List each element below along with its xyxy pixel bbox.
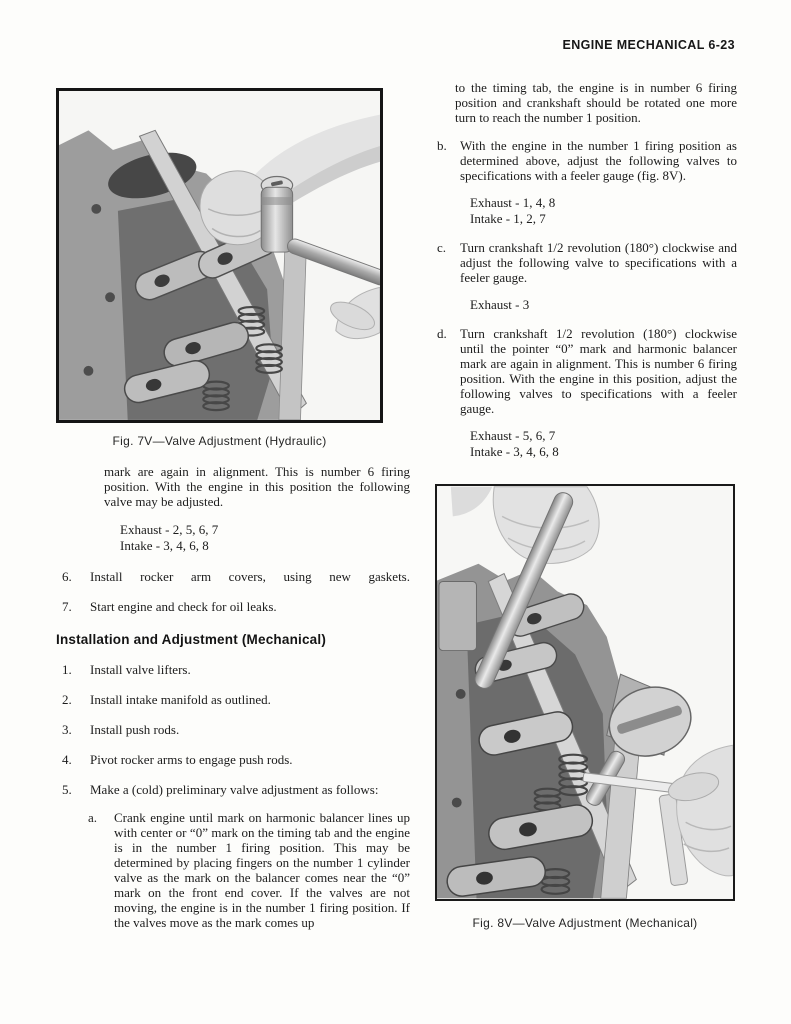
paragraph-alignment-continuation: mark are again in alignment. This is number 6 firing position. With the engine in this position the following valve may be adjusted. [104, 464, 410, 509]
page-header: ENGINE MECHANICAL 6-23 [562, 38, 735, 52]
substep-b [435, 138, 737, 183]
spec-intake: Intake - 3, 4, 6, 8 [470, 444, 559, 459]
section-heading-installation-mechanical: Installation and Adjustment (Mechanical) [56, 632, 327, 647]
right-column [435, 80, 737, 931]
valve-spec-block-hydraulic [120, 522, 410, 554]
figure-7v-caption: Fig. 7V—Valve Adjustment (Hydraulic) [112, 434, 327, 448]
list-item-6 [56, 569, 410, 584]
spec-exhaust: Exhaust - 1, 4, 8 [470, 195, 556, 210]
step-4 [56, 752, 410, 767]
substep-text: Turn crankshaft 1/2 revolution (180°) clockwise and adjust the following valve to specifications with a feeler gauge. [460, 240, 737, 285]
step-1 [56, 662, 410, 677]
step-5 [56, 782, 410, 797]
spec-exhaust: Exhaust - 3 [470, 297, 530, 312]
substep-d [435, 326, 737, 416]
item-number: 6. [62, 569, 72, 584]
spec-exhaust: Exhaust - 2, 5, 6, 7 [120, 522, 219, 537]
substep-text: With the engine in the number 1 firing position as determined above, adjust the following valves to specifications with a feeler gauge (fig. 8V). [460, 138, 737, 183]
substep-letter: a. [88, 810, 98, 825]
step-2 [56, 692, 410, 707]
step-text: Install intake manifold as outlined. [90, 692, 271, 707]
step-text: Install push rods. [90, 722, 180, 737]
valve-spec-block-d [470, 428, 737, 460]
list-item-7 [56, 599, 410, 614]
substep-letter: d. [437, 326, 447, 341]
substep-text: Crank engine until mark on harmonic balancer lines up with center or “0” mark on the timing tab and the engine is in the number 1 firing position. This may be determined by placing fingers on the number 1 cylinder valve as the mark on the balancer comes near the “0” mark on the front end cover. If the valves are not moving, the engine is in the number 1 firing position. If the valves move as the mark comes up [114, 810, 410, 930]
substep-c [435, 240, 737, 285]
left-column [56, 88, 410, 930]
item-number: 7. [62, 599, 72, 614]
substep-a [88, 810, 410, 930]
substep-text: Turn crankshaft 1/2 revolution (180°) clockwise until the pointer “0” mark and harmonic balancer mark are again in alignment. This is number 6 firing position. With the engine in this position, adjust the following valves to specifications with a feeler gauge. [460, 326, 737, 416]
step-number: 2. [62, 692, 72, 707]
valve-spec-block-b [470, 195, 737, 227]
paragraph-timing-tab-continuation: to the timing tab, the engine is in number 6 firing position and crankshaft should be rotated one more turn to reach the number 1 position. [455, 80, 737, 125]
valve-spec-block-c [470, 297, 737, 313]
spec-exhaust: Exhaust - 5, 6, 7 [470, 428, 556, 443]
substep-letter: c. [437, 240, 447, 255]
figure-8v-photo [435, 484, 735, 901]
figure-8v-caption: Fig. 8V—Valve Adjustment (Mechanical) [472, 916, 698, 930]
step-3 [56, 722, 410, 737]
figure-7v-photo [56, 88, 383, 423]
step-number: 3. [62, 722, 72, 737]
spec-intake: Intake - 1, 2, 7 [470, 211, 546, 226]
item-text: Start engine and check for oil leaks. [90, 599, 277, 614]
engine-photo-hydraulic-illustration [59, 91, 380, 420]
substep-letter: b. [437, 138, 447, 153]
step-text: Pivot rocker arms to engage push rods. [90, 752, 293, 767]
step-number: 4. [62, 752, 72, 767]
step-text: Install valve lifters. [90, 662, 191, 677]
step-number: 1. [62, 662, 72, 677]
spec-intake: Intake - 3, 4, 6, 8 [120, 538, 209, 553]
step-number: 5. [62, 782, 72, 797]
engine-photo-mechanical-illustration [437, 486, 733, 899]
item-text: Install rocker arm covers, using new gaskets. [90, 569, 410, 584]
step-text: Make a (cold) preliminary valve adjustment as follows: [90, 782, 379, 797]
